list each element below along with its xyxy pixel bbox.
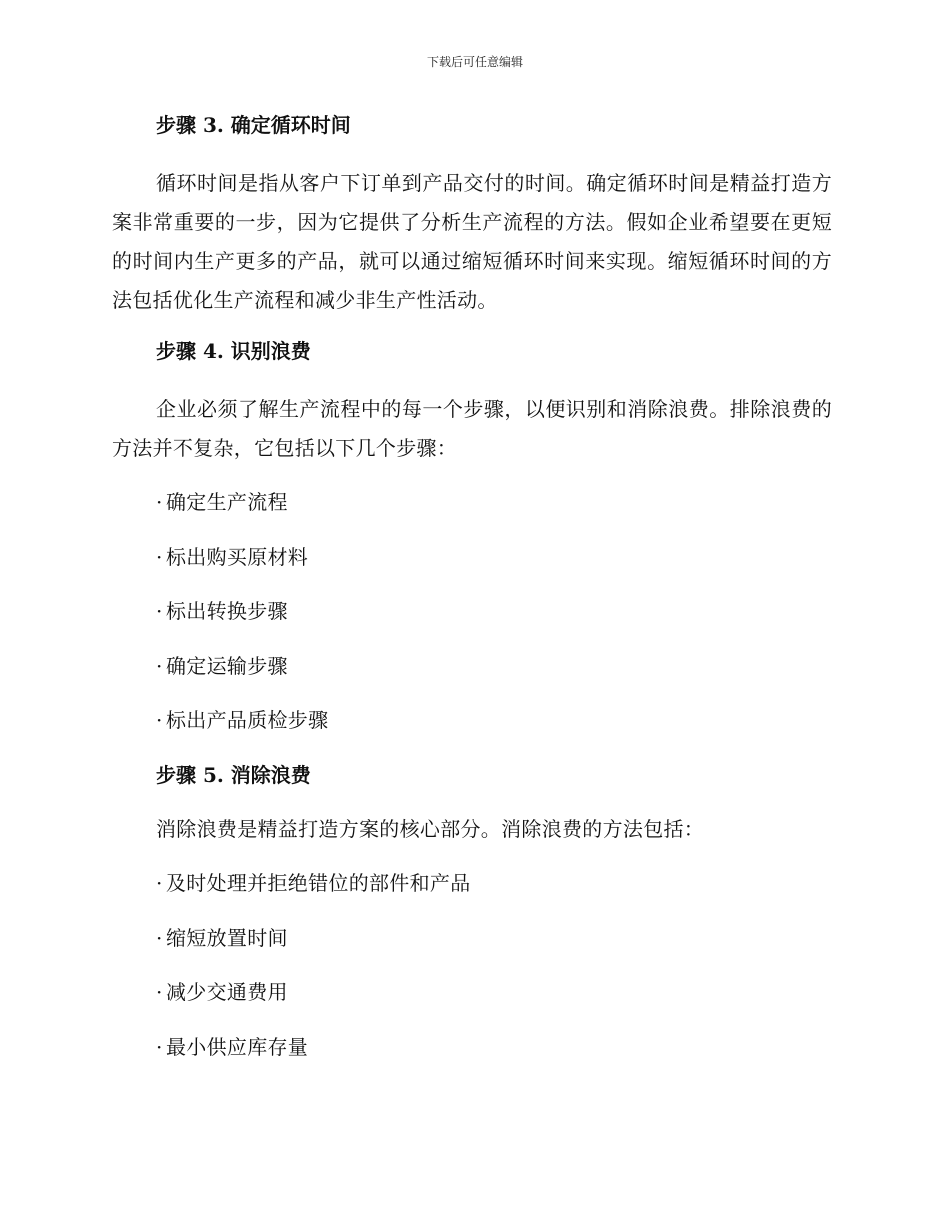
list-item xyxy=(112,977,832,1007)
section-3-heading: 步骤 3. 确定循环时间 xyxy=(156,113,351,137)
bullet-dot: · xyxy=(156,653,163,678)
list-item-text: 减少交通费用 xyxy=(166,980,288,1004)
bullet-dot: · xyxy=(156,490,163,514)
bullet-dot: · xyxy=(156,871,163,895)
document-body xyxy=(112,110,832,1086)
section-4-paragraph: 企业必须了解生产流程中的每一个步骤，以便识别和消除浪费。排除浪费的方法并不复杂，它包括以下几个步骤： xyxy=(112,397,832,460)
list-item xyxy=(112,542,832,572)
bullet-dot: · xyxy=(156,925,163,950)
section-5-paragraph: 消除浪费是精益打造方案的核心部分。消除浪费的方法包括： xyxy=(156,816,705,841)
list-item xyxy=(112,868,832,898)
section-5-bullet-list xyxy=(112,868,832,1062)
bullet-dot: · xyxy=(156,1034,163,1059)
list-item-text: 确定生产流程 xyxy=(166,490,288,514)
list-item xyxy=(112,1032,832,1062)
list-item xyxy=(112,651,832,681)
section-5-heading: 步骤 5. 消除浪费 xyxy=(156,762,311,787)
list-item xyxy=(112,923,832,953)
list-item xyxy=(112,705,832,735)
list-item-text: 标出购买原材料 xyxy=(166,544,309,569)
list-item-text: 标出转换步骤 xyxy=(166,599,288,623)
bullet-dot: · xyxy=(156,980,163,1004)
list-item-text: 及时处理并拒绝错位的部件和产品 xyxy=(166,871,471,895)
list-item xyxy=(112,596,832,626)
list-item-text: 确定运输步骤 xyxy=(166,653,288,678)
section-4-bullet-list xyxy=(112,487,832,735)
list-item-text: 缩短放置时间 xyxy=(166,925,288,950)
bullet-dot: · xyxy=(156,708,163,732)
list-item-text: 最小供应库存量 xyxy=(166,1034,309,1059)
list-item-text: 标出产品质检步骤 xyxy=(166,708,329,732)
bullet-dot: · xyxy=(156,544,163,569)
section-4-heading: 步骤 4. 识别浪费 xyxy=(156,339,311,363)
bullet-dot: · xyxy=(156,599,163,623)
list-item xyxy=(112,487,832,517)
section-3-paragraph: 循环时间是指从客户下订单到产品交付的时间。确定循环时间是精益打造方案非常重要的一步，因为它提供了分析生产流程的方法。假如企业希望要在更短的时间内生产更多的产品，就可以通过缩短循环时间来实现。缩短循环时间的方法包括优化生产流程和减少非生产性活动。 xyxy=(112,171,832,312)
page-header: 下载后可任意编辑 xyxy=(426,55,523,69)
